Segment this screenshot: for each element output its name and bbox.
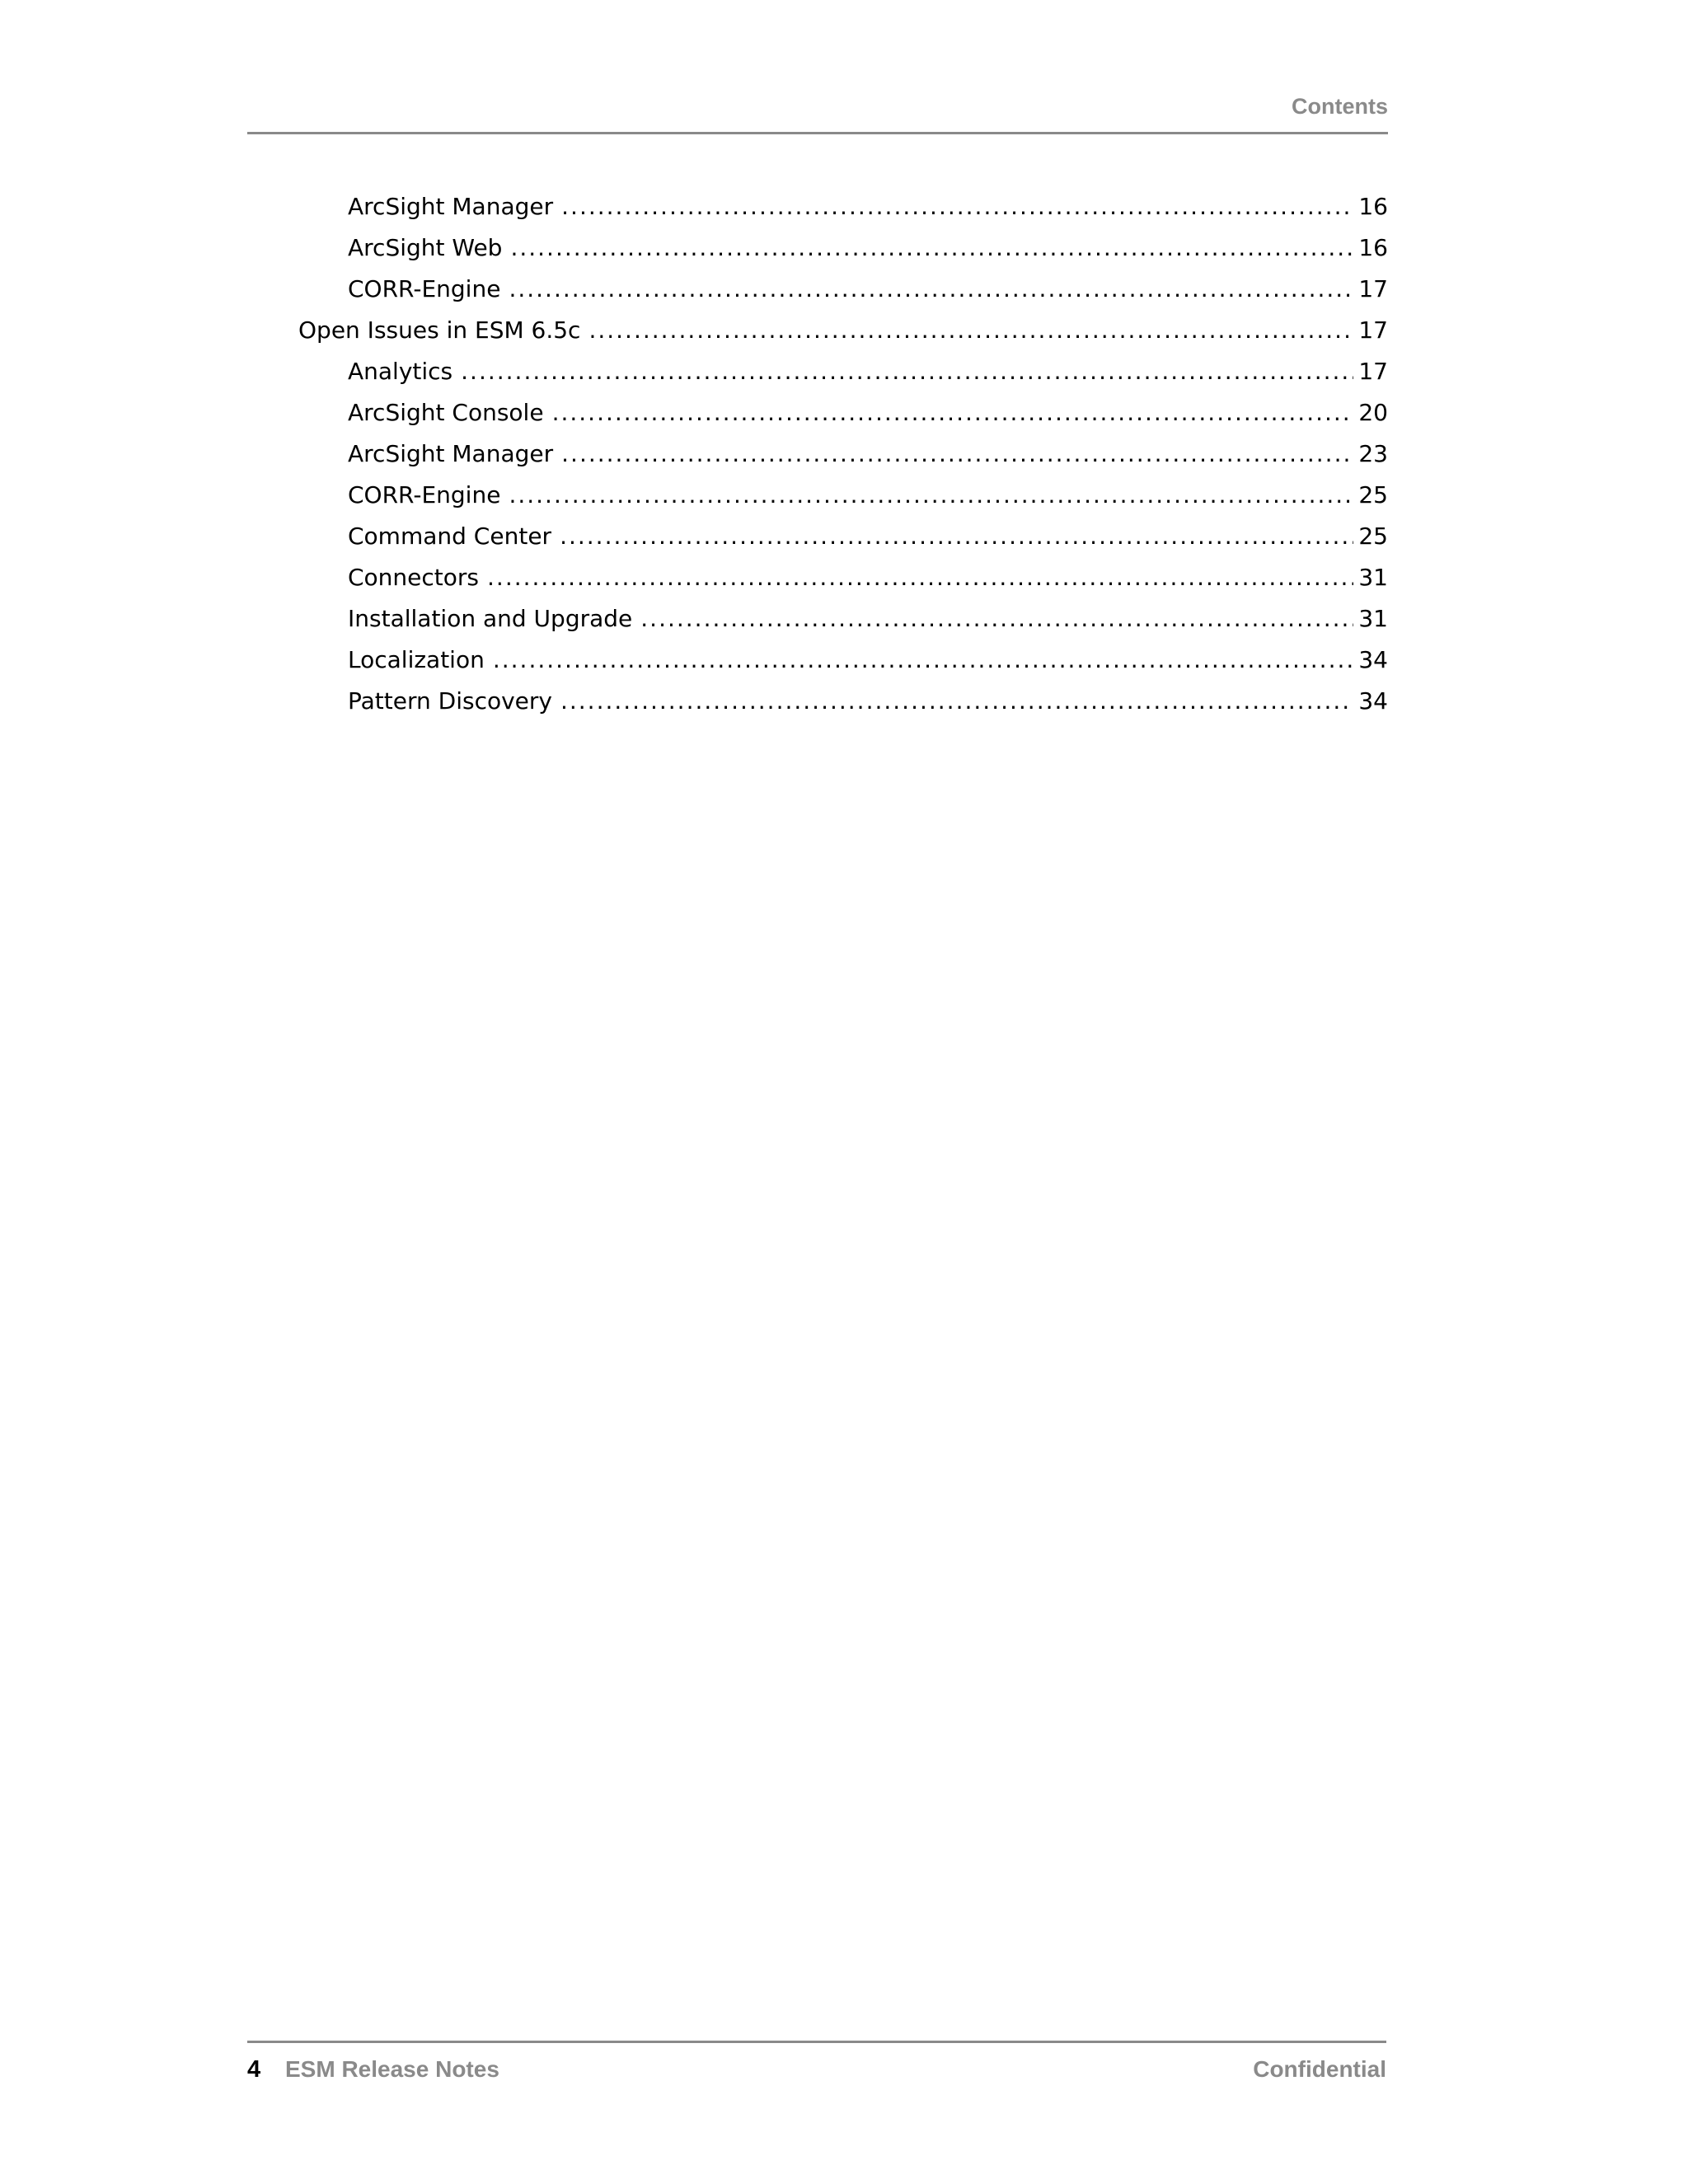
toc-entry-page: 31 <box>1358 564 1388 591</box>
toc-entry[interactable] <box>247 269 1388 310</box>
toc-entry-page: 34 <box>1358 646 1388 673</box>
footer-classification: Confidential <box>1253 2056 1386 2082</box>
toc-entry-page: 16 <box>1358 234 1388 261</box>
toc-entry[interactable] <box>247 557 1388 598</box>
toc-entry-label: CORR-Engine <box>348 481 501 509</box>
page-header <box>247 89 1388 134</box>
toc-dot-leader <box>509 475 1353 516</box>
toc-dot-leader <box>510 227 1353 269</box>
toc-dot-leader <box>509 269 1353 310</box>
toc-entry-page: 17 <box>1358 316 1388 344</box>
toc-entry-page: 31 <box>1358 605 1388 632</box>
toc-entry-page: 17 <box>1358 275 1388 302</box>
toc-entry-page: 20 <box>1358 399 1388 426</box>
toc-entry[interactable] <box>247 186 1388 227</box>
toc-entry[interactable] <box>247 598 1388 640</box>
toc-entry-label: ArcSight Manager <box>348 193 554 220</box>
toc-entry-page: 16 <box>1358 193 1388 220</box>
toc-entry-page: 23 <box>1358 440 1388 467</box>
toc-dot-leader <box>560 516 1353 557</box>
toc-entry-page: 17 <box>1358 358 1388 385</box>
toc-dot-leader <box>552 392 1354 434</box>
toc-entry[interactable] <box>247 475 1388 516</box>
toc-section-entry[interactable] <box>247 310 1388 351</box>
toc-entry-label: Localization <box>348 646 485 673</box>
toc-entry-label: Analytics <box>348 358 453 385</box>
toc-dot-leader <box>640 598 1353 640</box>
toc-dot-leader <box>461 351 1353 392</box>
toc-entry-label: CORR-Engine <box>348 275 501 302</box>
toc-entry-page: 25 <box>1358 481 1388 509</box>
toc-dot-leader <box>493 640 1354 681</box>
toc-entry[interactable] <box>247 434 1388 475</box>
toc-entry[interactable] <box>247 392 1388 434</box>
toc-entry-label: Command Center <box>348 523 552 550</box>
footer-page-number: 4 <box>247 2056 261 2083</box>
toc-dot-leader <box>487 557 1353 598</box>
footer-document-title: ESM Release Notes <box>285 2056 499 2082</box>
toc-dot-leader <box>588 310 1353 351</box>
toc-entry[interactable] <box>247 227 1388 269</box>
toc-entry-label: Open Issues in ESM 6.5c <box>298 316 581 344</box>
toc-entry-page: 25 <box>1358 523 1388 550</box>
table-of-contents <box>247 186 1388 722</box>
toc-entry-label: ArcSight Console <box>348 399 544 426</box>
toc-entry[interactable] <box>247 351 1388 392</box>
toc-entry[interactable] <box>247 681 1388 722</box>
header-title: Contents <box>1292 94 1388 119</box>
toc-dot-leader <box>561 434 1353 475</box>
page-footer <box>247 2041 1386 2093</box>
toc-entry-page: 34 <box>1358 687 1388 715</box>
toc-dot-leader <box>560 681 1353 722</box>
toc-entry-label: Connectors <box>348 564 480 591</box>
toc-entry-label: Pattern Discovery <box>348 687 552 715</box>
toc-entry[interactable] <box>247 640 1388 681</box>
toc-entry-label: Installation and Upgrade <box>348 605 633 632</box>
toc-entry-label: ArcSight Web <box>348 234 503 261</box>
toc-entry[interactable] <box>247 516 1388 557</box>
toc-dot-leader <box>561 186 1353 227</box>
toc-entry-label: ArcSight Manager <box>348 440 554 467</box>
